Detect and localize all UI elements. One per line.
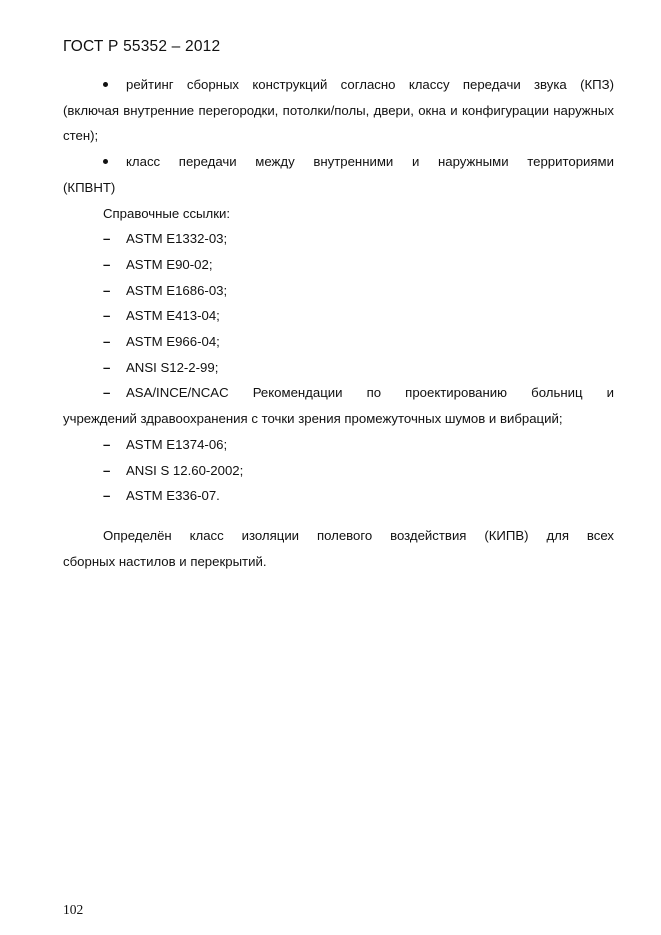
closing-text-line: Определён класс изоляции полевого воздействия (КИПВ) для всех (103, 527, 614, 543)
bullet-text-continuation: (включая внутренние перегородки, потолки/полы, двери, окна и конфигурации наружных стен); (63, 102, 614, 144)
reference-item (63, 432, 614, 458)
reference-item (63, 226, 614, 252)
closing-text-continuation: сборных настилов и перекрытий. (63, 553, 267, 569)
reference-text: ASTM E1374-06; (126, 436, 228, 452)
reference-text: ASTM E336-07. (126, 488, 220, 504)
reference-text-continuation: учреждений здравоохранения с точки зрения промежуточных шумов и вибраций; (63, 411, 563, 427)
reference-text: ASTM E1686-03; (126, 282, 228, 298)
reference-item (63, 355, 614, 381)
dash-icon: – (103, 359, 111, 375)
dash-icon: – (103, 308, 111, 324)
document-header: ГОСТ Р 55352 – 2012 (63, 38, 221, 55)
reference-item (63, 303, 614, 329)
bullet-text-line: класс передачи между внутренними и наружными территориями (126, 154, 614, 170)
dash-icon: – (103, 256, 111, 272)
bullet-item (63, 72, 614, 149)
dash-icon: – (103, 462, 111, 478)
reference-item (63, 329, 614, 355)
reference-item (63, 278, 614, 304)
reference-text: ASTM E90-02; (126, 256, 213, 272)
dash-icon: – (103, 436, 111, 452)
dash-icon: – (103, 231, 111, 247)
reference-text: ASTM E413-04; (126, 308, 220, 324)
dash-icon: – (103, 334, 111, 350)
reference-text-line: ASA/INCE/NCAC Рекомендации по проектированию больниц и (126, 385, 614, 401)
closing-paragraph (63, 523, 614, 574)
dash-icon: – (103, 282, 111, 298)
dash-icon: – (103, 385, 111, 401)
bullet-icon (103, 149, 108, 175)
page-number: 102 (63, 902, 84, 917)
reference-item (63, 458, 614, 484)
reference-text: ASTM E966-04; (126, 334, 220, 350)
dash-icon: – (103, 488, 111, 504)
bullet-text-line: рейтинг сборных конструкций согласно классу передачи звука (КПЗ) (126, 77, 614, 92)
reference-text: ANSI S12-2-99; (126, 359, 219, 375)
bullet-text-continuation: (КПВНТ) (63, 179, 116, 195)
reference-text: ASTM E1332-03; (126, 231, 228, 247)
reference-item-multiline (63, 380, 614, 431)
reference-text: ANSI S 12.60-2002; (126, 462, 244, 478)
references-title: Справочные ссылки: (103, 205, 231, 221)
bullet-item (63, 149, 614, 200)
reference-item (63, 483, 614, 509)
reference-item (63, 252, 614, 278)
document-body (63, 72, 614, 574)
bullet-icon (103, 72, 108, 98)
